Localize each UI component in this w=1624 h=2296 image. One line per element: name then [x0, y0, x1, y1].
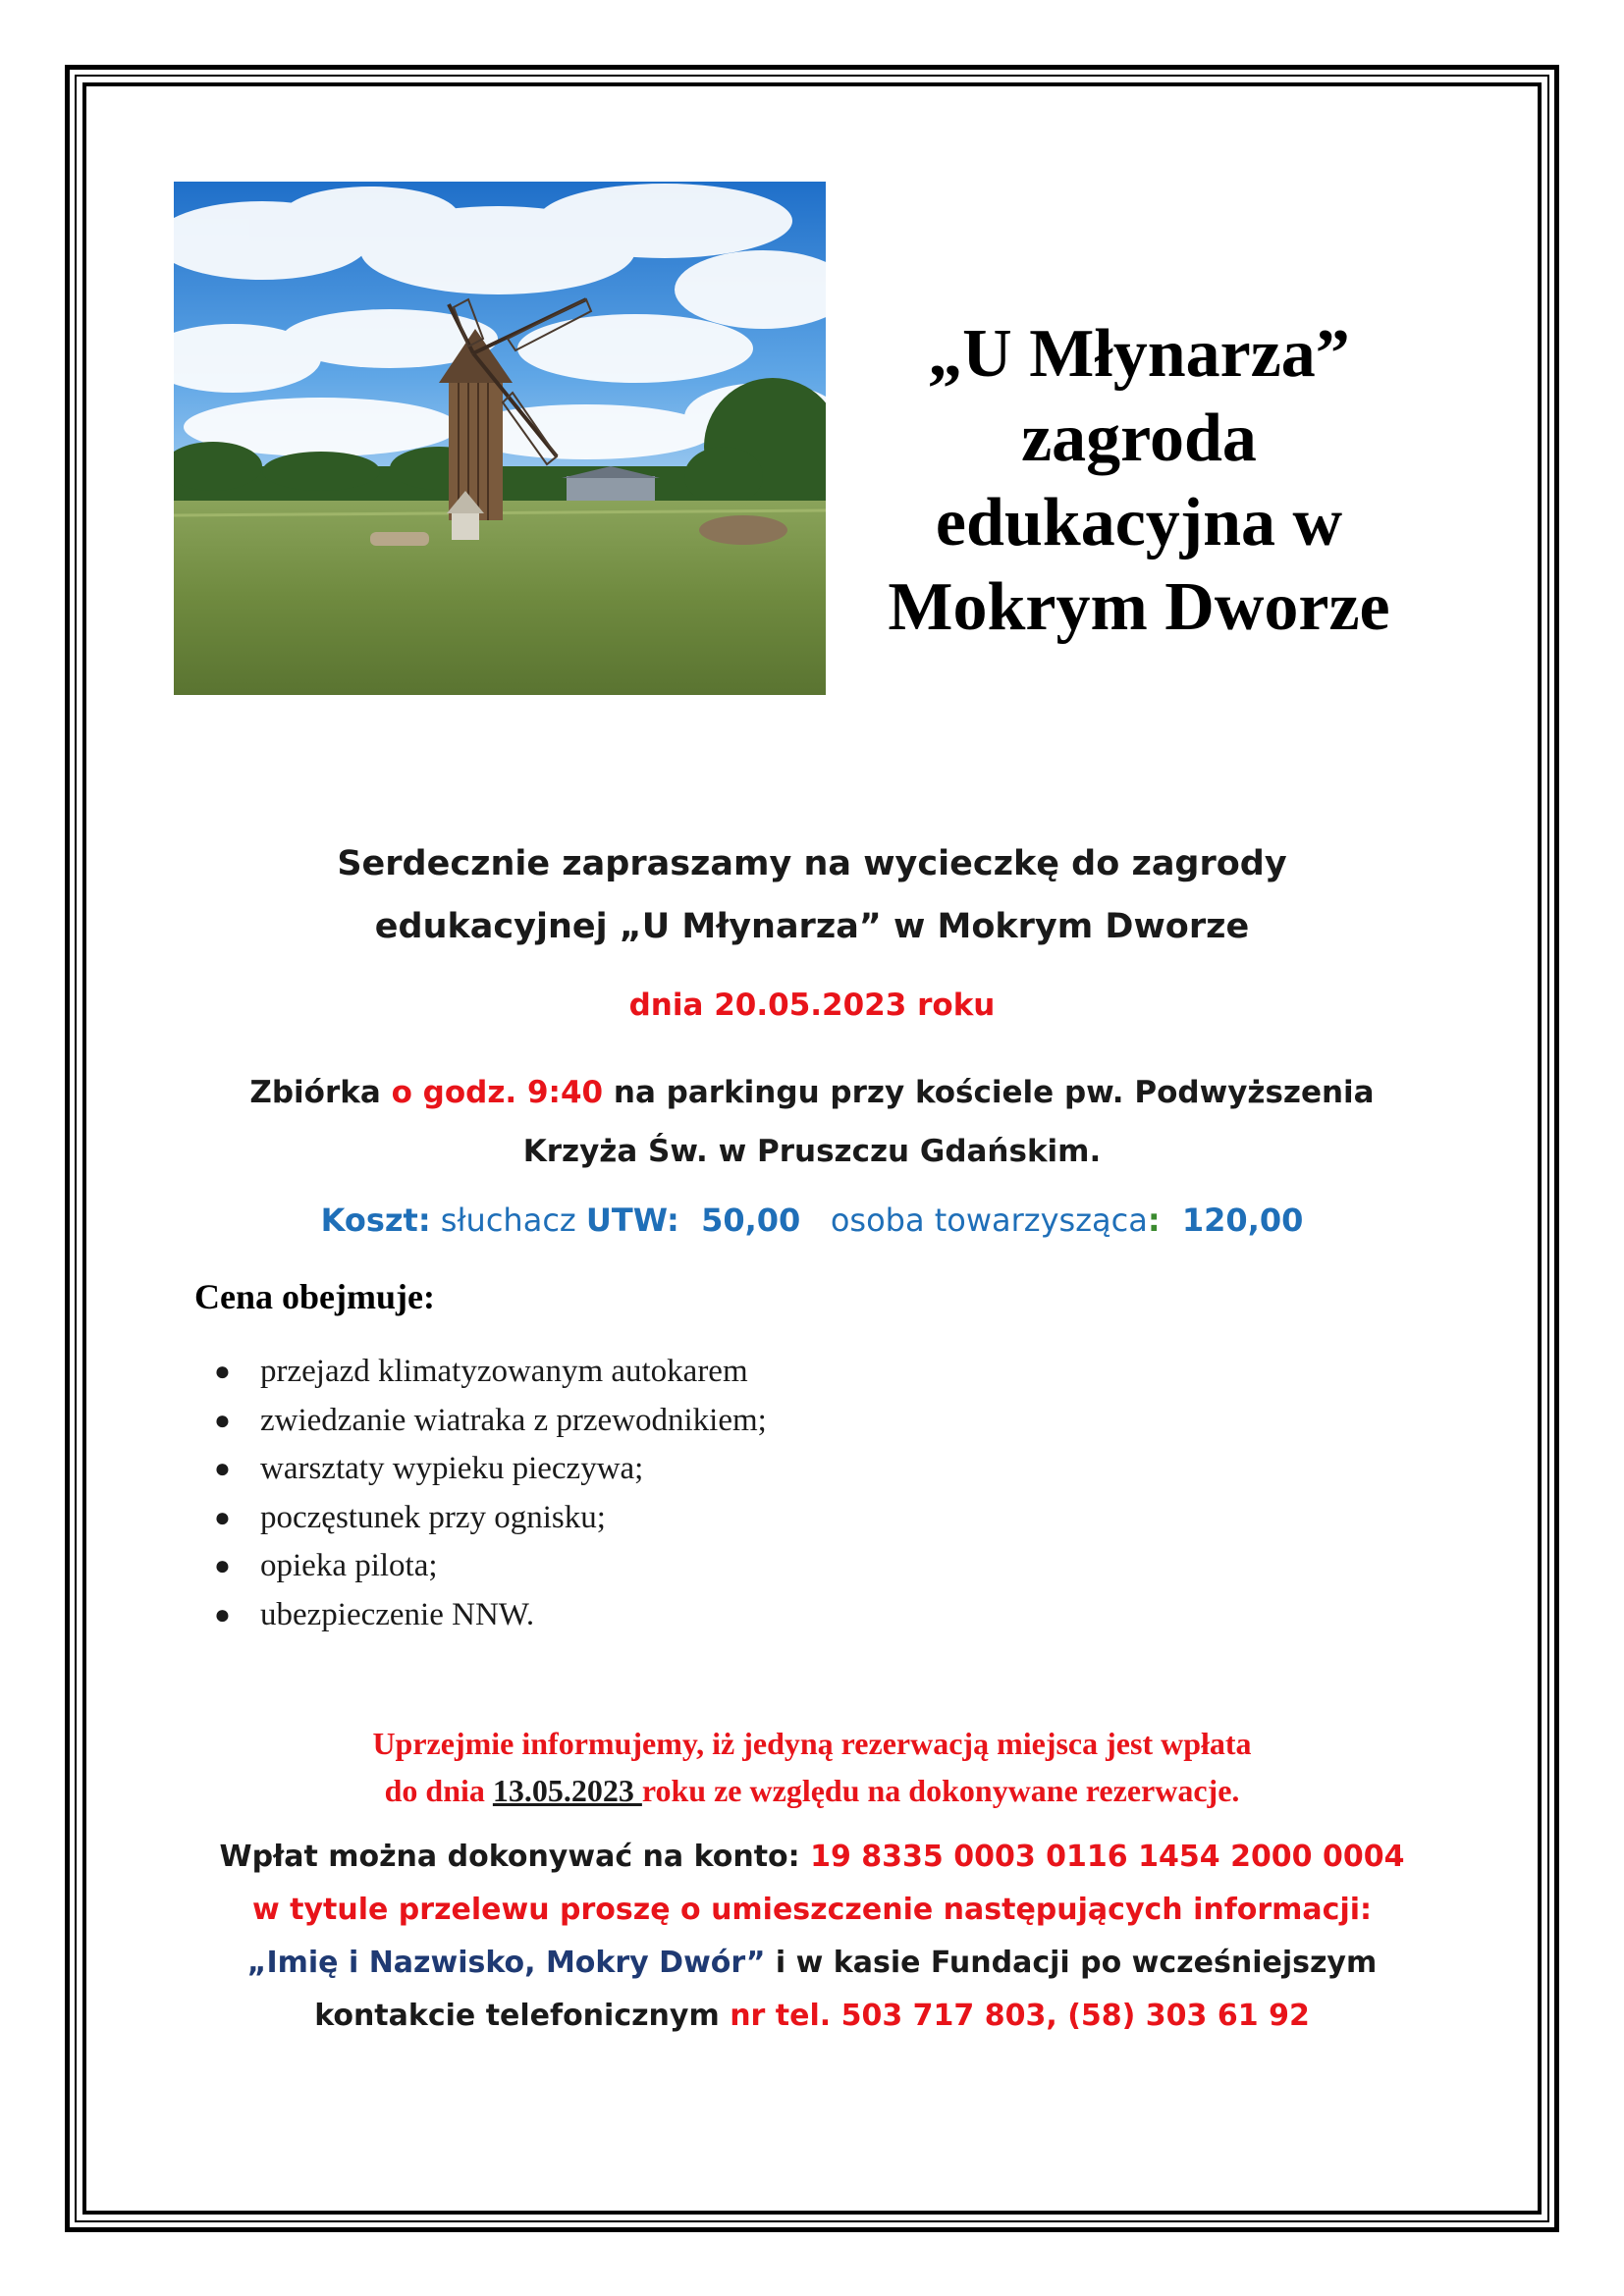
page-title	[854, 312, 1424, 650]
transfer-instruction: w tytule przelewu proszę o umieszczenie następujących informacji:	[251, 1893, 1373, 1927]
list-item	[210, 1591, 767, 1640]
list-item	[210, 1445, 767, 1494]
cost-info	[177, 1201, 1447, 1239]
phone-numbers: nr tel. 503 717 803, (58) 303 61 92	[730, 1999, 1310, 2033]
title-line: zagroda	[1021, 400, 1257, 476]
cost-colon: :	[1147, 1201, 1161, 1239]
cost-student-text: słuchacz	[430, 1201, 586, 1239]
windmill-photo	[174, 182, 826, 695]
invitation-line: Serdecznie zapraszamy na wycieczkę do zagrody	[337, 844, 1287, 883]
meeting-time: o godz. 9:40	[391, 1075, 604, 1110]
price-includes-heading: Cena obejmuje:	[194, 1277, 435, 1316]
list-item	[210, 1397, 767, 1446]
reservation-notice	[177, 1720, 1447, 1814]
cost-companion-text: osoba towarzysząca	[800, 1201, 1148, 1239]
transfer-title: „Imię i Nazwisko, Mokry Dwór”	[246, 1946, 766, 1980]
cost-utw-label: UTW:	[585, 1201, 679, 1239]
meeting-info	[177, 1063, 1447, 1181]
bullet-icon: ●	[214, 1405, 231, 1436]
meeting-place: na parkingu przy kościele pw. Podwyższenia	[603, 1075, 1375, 1110]
payment-prefix: Wpłat można dokonywać na konto:	[219, 1840, 811, 1874]
list-item-text: warsztaty wypieku pieczywa;	[260, 1451, 644, 1486]
notice-line2-suffix: roku ze względu na dokonywane rezerwacje.	[641, 1773, 1240, 1808]
payment-deadline: 13.05.2023	[492, 1773, 642, 1808]
cost-companion-price: 120,00	[1160, 1201, 1304, 1239]
list-item-text: ubezpieczenie NNW.	[260, 1596, 535, 1632]
list-item	[210, 1494, 767, 1543]
meeting-prefix: Zbiórka	[249, 1075, 392, 1110]
trip-date: dnia 20.05.2023 roku	[628, 988, 996, 1023]
notice-line1: Uprzejmie informujemy, iż jedyną rezerwacją miejsca jest wpłata	[372, 1726, 1252, 1761]
list-item	[210, 1348, 767, 1397]
title-line: Mokrym Dworze	[888, 569, 1390, 645]
list-item	[210, 1542, 767, 1591]
price-includes-list	[210, 1348, 767, 1639]
invitation-line: edukacyjnej „U Młynarza” w Mokrym Dworze	[374, 907, 1250, 946]
title-line: edukacyjna w	[935, 485, 1343, 561]
payment-line4: kontakcie telefonicznym	[314, 1999, 731, 2033]
payment-line3: i w kasie Fundacji po wcześniejszym	[765, 1946, 1378, 1980]
bullet-icon: ●	[214, 1551, 231, 1581]
cost-utw-price: 50,00	[678, 1201, 801, 1239]
bullet-icon: ●	[214, 1502, 231, 1533]
bullet-icon: ●	[214, 1454, 231, 1484]
list-item-text: zwiedzanie wiatraka z przewodnikiem;	[260, 1402, 767, 1438]
list-item-text: przejazd klimatyzowanym autokarem	[260, 1354, 748, 1389]
cost-label: Koszt:	[320, 1201, 431, 1239]
account-number: 19 8335 0003 0116 1454 2000 0004	[810, 1840, 1405, 1874]
payment-info	[177, 1831, 1447, 2043]
notice-line2-prefix: do dnia	[384, 1773, 493, 1808]
list-item-text: poczęstunek przy ognisku;	[260, 1499, 606, 1535]
title-line: „U Młynarza”	[928, 316, 1350, 392]
list-item-text: opieka pilota;	[260, 1548, 438, 1583]
bullet-icon: ●	[214, 1599, 231, 1630]
bullet-icon: ●	[214, 1357, 231, 1387]
meeting-place-line2: Krzyża Św. w Pruszczu Gdańskim.	[522, 1134, 1102, 1169]
invitation-text	[196, 832, 1428, 958]
